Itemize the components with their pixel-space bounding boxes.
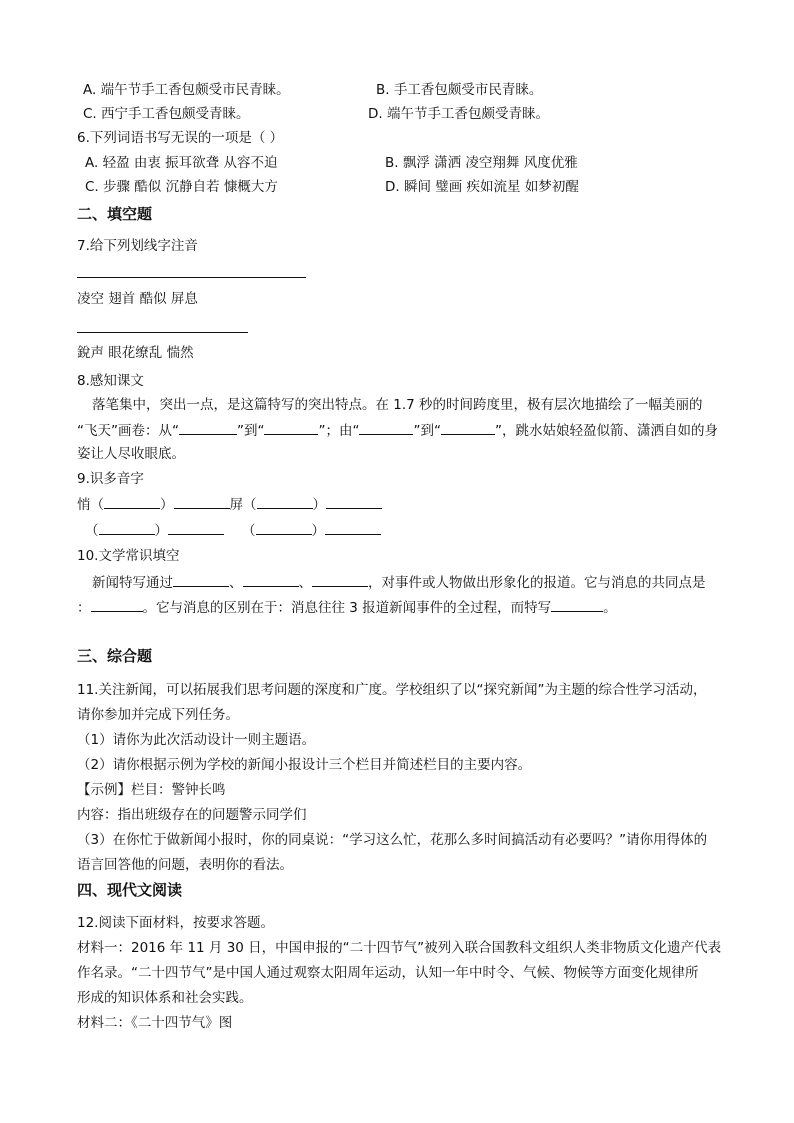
q6-option-c: C. 步骤 酷似 沉静自若 慷概大方 bbox=[85, 179, 278, 195]
q11-line-2: 请你参加并完成下列任务。 bbox=[77, 707, 239, 723]
q5-option-d: D. 端午节手工香包颇受青睐。 bbox=[368, 106, 549, 122]
q10-blank-4[interactable] bbox=[91, 597, 143, 612]
q10-blank-1[interactable] bbox=[173, 572, 229, 587]
q10-line-2: ： 。它与消息的区别在于：消息往往 3 报道新闻事件的全过程，而特写 。 bbox=[77, 597, 617, 618]
q7-words-row-1: 凌空 翅首 酷似 屏息 bbox=[77, 291, 198, 307]
q10-line-1: 新闻特写通过 、 、 ，对事件或人物做出形象化的报道。它与消息的共同点是 bbox=[92, 572, 706, 593]
q10-blank-2[interactable] bbox=[243, 572, 299, 587]
q9-blank-7[interactable] bbox=[256, 520, 312, 535]
q8-paragraph-line-2: “飞天”画卷：从“ ”到“ ”；由“ ”到“ ”，跳水姑娘轻盈似箭、潇洒自如的身 bbox=[77, 420, 718, 441]
q11-line-1: 11.关注新闻，可以拓展我们思考问题的深度和广度。学校组织了以“探究新闻”为主题的综合性学习活动， bbox=[77, 682, 707, 698]
q6-option-d: D. 瞬间 璧画 疾如流星 如梦初醒 bbox=[385, 179, 579, 195]
q10-blank-5[interactable] bbox=[551, 597, 603, 612]
q8-paragraph-line-3: 姿让人尽收眼底。 bbox=[77, 446, 185, 462]
section-heading-comprehensive: 三、综合题 bbox=[77, 647, 153, 665]
q6-option-b: B. 飘浮 潇洒 凌空翔舞 风度优雅 bbox=[385, 155, 578, 171]
q6-stem: 6.下列词语书写无误的一项是（ ） bbox=[77, 130, 284, 146]
q11-task-3-cont: 语言回答他的问题，表明你的看法。 bbox=[77, 857, 293, 873]
q11-example-column: 【示例】栏目：警钟长鸣 bbox=[77, 782, 226, 798]
q11-example-content: 内容：指出班级存在的问题警示同学们 bbox=[77, 807, 307, 823]
q7-words-row-2: 銳声 眼花缭乱 惴然 bbox=[77, 345, 194, 361]
q9-blank-4[interactable] bbox=[326, 494, 382, 509]
q12-material-1-line-1: 材料一：2016 年 11 月 30 日，中国申报的“二十四节气”被列入联合国教科文组织人类非物质文化遗产代表 bbox=[77, 940, 722, 956]
q12-material-1-line-3: 形成的知识体系和社会实践。 bbox=[77, 990, 253, 1006]
q5-option-a: A. 端午节手工香包颇受市民青睐。 bbox=[83, 82, 290, 98]
q9-blank-2[interactable] bbox=[174, 494, 230, 509]
q9-blank-5[interactable] bbox=[99, 520, 155, 535]
q8-paragraph-line-1: 落笔集中，突出一点，是这篇特写的突出特点。在 1.7 秒的时间跨度里，极有层次地描绘了一幅美丽的 bbox=[92, 397, 703, 413]
section-heading-reading: 四、现代文阅读 bbox=[77, 881, 183, 899]
q7-answer-line-1[interactable] bbox=[77, 277, 306, 278]
q8-stem: 8.感知课文 bbox=[77, 373, 144, 389]
q8-blank-2[interactable] bbox=[264, 420, 318, 435]
q11-task-3: （3）在你忙于做新闻小报时，你的同桌说：“学习这么忙，花那么多时间搞活动有必要吗？”请你用得体的 bbox=[77, 832, 708, 848]
q9-row-1: 悄（ ） 屏（ ） bbox=[77, 494, 382, 515]
q9-blank-8[interactable] bbox=[325, 520, 381, 535]
q11-task-2: （2）请你根据示例为学校的新闻小报设计三个栏目并简述栏目的主要内容。 bbox=[77, 757, 532, 773]
q7-answer-line-2[interactable] bbox=[77, 332, 248, 333]
q12-material-1-line-2: 作名录。“二十四节气”是中国人通过观察太阳周年运动，认知一年中时令、气候、物候等方面变化规律所 bbox=[77, 965, 699, 981]
q9-blank-3[interactable] bbox=[257, 494, 313, 509]
q9-row-2: （ ） （ ） bbox=[85, 520, 381, 541]
section-heading-fill-in: 二、填空题 bbox=[77, 205, 153, 223]
q8-blank-3[interactable] bbox=[359, 420, 413, 435]
q10-blank-3[interactable] bbox=[312, 572, 368, 587]
q6-option-a: A. 轻盈 由衷 振耳欲聋 从容不迫 bbox=[85, 155, 278, 171]
q8-blank-1[interactable] bbox=[179, 420, 237, 435]
q8-blank-4[interactable] bbox=[441, 420, 495, 435]
q10-stem: 10.文学常识填空 bbox=[77, 548, 180, 564]
q9-stem: 9.识多音字 bbox=[77, 471, 144, 487]
q9-blank-6[interactable] bbox=[168, 520, 224, 535]
q5-option-c: C. 西宁手工香包颇受青睐。 bbox=[83, 106, 250, 122]
q7-stem: 7.给下列划线字注音 bbox=[77, 238, 198, 254]
q11-task-1: （1）请你为此次活动设计一则主题语。 bbox=[77, 732, 316, 748]
q12-material-2: 材料二：《二十四节气》图 bbox=[77, 1015, 233, 1031]
q9-blank-1[interactable] bbox=[104, 494, 160, 509]
q5-option-b: B. 手工香包颇受市民青睐。 bbox=[376, 82, 543, 98]
q12-stem: 12.阅读下面材料，按要求答题。 bbox=[77, 915, 274, 931]
